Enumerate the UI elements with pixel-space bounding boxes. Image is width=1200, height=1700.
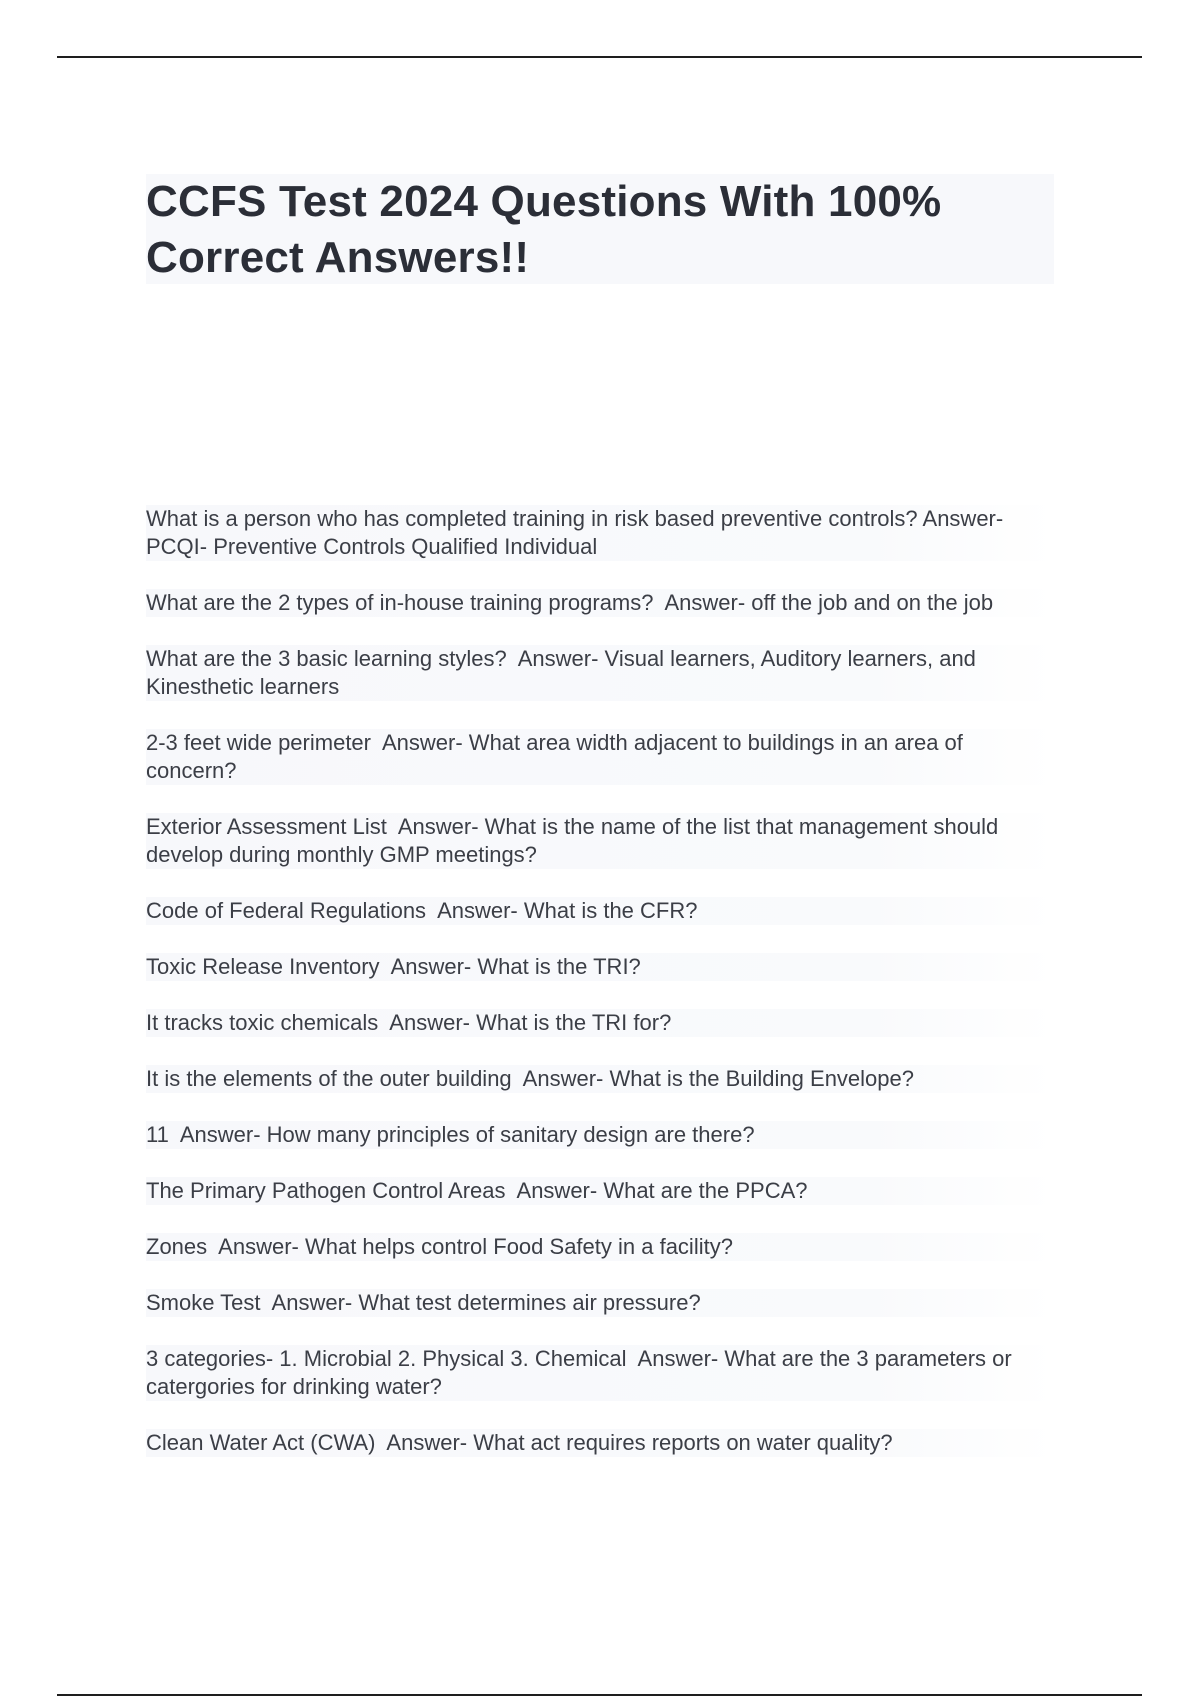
qa-text: It tracks toxic chemicals Answer- What is the TRI for? (146, 1010, 672, 1035)
qa-text: Toxic Release Inventory Answer- What is the TRI? (146, 954, 641, 979)
qa-item (146, 589, 1054, 617)
qa-text: What are the 2 types of in-house training programs? Answer- off the job and on the job (146, 590, 994, 615)
qa-item (146, 1345, 1054, 1401)
qa-item (146, 1009, 1054, 1037)
top-rule (57, 56, 1142, 58)
qa-item (146, 729, 1054, 785)
qa-item (146, 813, 1054, 869)
qa-text: 3 categories- 1. Microbial 2. Physical 3. Chemical Answer- What are the 3 parameters or catergories for drinking water? (146, 1346, 1018, 1399)
qa-item (146, 505, 1054, 561)
qa-text: Exterior Assessment List Answer- What is the name of the list that management should develop during monthly GMP meetings? (146, 814, 1005, 867)
qa-text: Smoke Test Answer- What test determines air pressure? (146, 1290, 701, 1315)
bottom-rule (57, 1694, 1142, 1696)
qa-item (146, 1065, 1054, 1093)
qa-item (146, 1429, 1054, 1457)
qa-item (146, 897, 1054, 925)
qa-text: 2-3 feet wide perimeter Answer- What area width adjacent to buildings in an area of concern? (146, 730, 970, 783)
qa-text: Zones Answer- What helps control Food Safety in a facility? (146, 1234, 733, 1259)
qa-item (146, 1177, 1054, 1205)
qa-text: What are the 3 basic learning styles? Answer- Visual learners, Auditory learners, and Kinesthetic learners (146, 646, 983, 699)
qa-text: It is the elements of the outer building Answer- What is the Building Envelope? (146, 1066, 914, 1091)
qa-item (146, 1233, 1054, 1261)
qa-text: Clean Water Act (CWA) Answer- What act requires reports on water quality? (146, 1430, 893, 1455)
qa-item (146, 1121, 1054, 1149)
qa-item (146, 1289, 1054, 1317)
qa-item (146, 953, 1054, 981)
qa-list (146, 505, 1066, 1485)
qa-item (146, 645, 1054, 701)
qa-text: Code of Federal Regulations Answer- What is the CFR? (146, 898, 698, 923)
qa-text: What is a person who has completed training in risk based preventive controls? Answer- PCQI- Preventive Controls Qualified Individual (146, 506, 1010, 559)
document-title: CCFS Test 2024 Questions With 100% Correct Answers!! (146, 177, 942, 282)
qa-text: The Primary Pathogen Control Areas Answer- What are the PPCA? (146, 1178, 808, 1203)
qa-text: 11 Answer- How many principles of sanitary design are there? (146, 1122, 755, 1147)
